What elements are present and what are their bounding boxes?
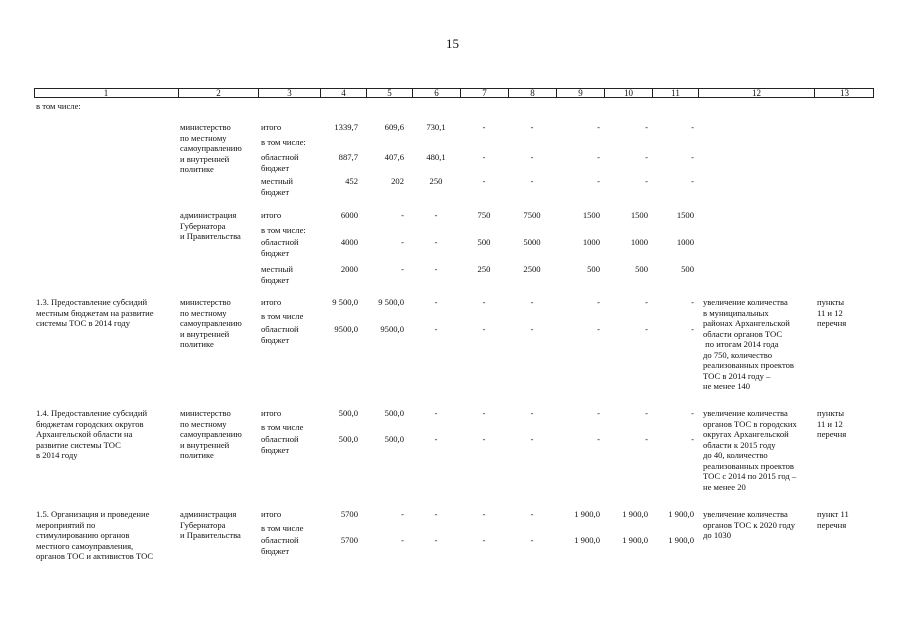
value-cell: - xyxy=(434,535,438,545)
table-header-row xyxy=(34,88,874,98)
value-cell: - xyxy=(691,152,694,162)
value-cell: - xyxy=(482,535,486,545)
value-cell: - xyxy=(401,264,404,274)
value-cell: 1 900,0 xyxy=(668,535,694,545)
value-cell: - xyxy=(530,176,534,186)
value-cell: - xyxy=(645,434,648,444)
executor: министерство по местному самоуправлению и внутренней политике xyxy=(180,122,242,174)
value-cell: 1500 xyxy=(676,210,694,220)
value-cell: - xyxy=(597,176,600,186)
value-cell: - xyxy=(482,152,486,162)
value-cell: 1 900,0 xyxy=(574,535,600,545)
value-cell: - xyxy=(530,434,534,444)
value-cell: - xyxy=(482,408,486,418)
value-cell: 500,0 xyxy=(338,408,358,418)
item-description: 1.5. Организация и проведение мероприятий по стимулированию органов местного самоуправления, органов ТОС и активистов ТОС xyxy=(36,509,154,561)
value-cell: 1000 xyxy=(676,237,694,247)
item-description: 1.3. Предоставление субсидий местным бюджетам на развитие системы ТОС в 2014 году xyxy=(36,297,154,328)
funding-type: в том числе: xyxy=(261,137,306,147)
value-cell: - xyxy=(434,264,438,274)
funding-type: итого xyxy=(261,210,282,220)
value-cell: - xyxy=(691,434,694,444)
executor: министерство по местному самоуправлению и внутренней политике xyxy=(180,408,242,460)
value-cell: - xyxy=(645,324,648,334)
value-cell: - xyxy=(401,210,404,220)
value-cell: 500,0 xyxy=(384,434,404,444)
value-cell: - xyxy=(691,324,694,334)
header-col-7: 7 xyxy=(460,89,508,97)
value-cell: 500 xyxy=(477,237,491,247)
header-col-13: 13 xyxy=(814,89,874,97)
funding-type: местный бюджет xyxy=(261,264,294,285)
value-cell: - xyxy=(434,324,438,334)
value-cell: 1 900,0 xyxy=(574,509,600,519)
value-cell: - xyxy=(530,509,534,519)
page-number: 15 xyxy=(446,36,459,51)
value-cell: - xyxy=(597,152,600,162)
value-cell: - xyxy=(434,297,438,307)
value-cell: - xyxy=(691,297,694,307)
expected-result: увеличение количества органов ТОС в городских округах Архангельской области к 2015 году до 40, количество реализованных проектов ТОС с 2014 по 2015 год – не менее 20 xyxy=(703,408,797,492)
executor: министерство по местному самоуправлению и внутренней политике xyxy=(180,297,242,349)
value-cell: - xyxy=(645,297,648,307)
value-cell: 5700 xyxy=(340,535,358,545)
funding-type: областной бюджет xyxy=(261,535,299,556)
value-cell: 609,6 xyxy=(384,122,404,132)
value-cell: 202 xyxy=(391,176,404,186)
value-cell: - xyxy=(530,535,534,545)
value-cell: - xyxy=(401,535,404,545)
value-cell: - xyxy=(530,152,534,162)
funding-type: в том числе xyxy=(261,311,304,321)
value-cell: 730,1 xyxy=(426,122,446,132)
value-cell: - xyxy=(645,152,648,162)
list-reference: пункты 11 и 12 перечня xyxy=(817,297,847,328)
value-cell: - xyxy=(530,324,534,334)
value-cell: 9 500,0 xyxy=(378,297,404,307)
list-reference: пункт 11 перечня xyxy=(817,509,849,530)
funding-type: областной бюджет xyxy=(261,324,299,345)
value-cell: - xyxy=(482,297,486,307)
section-label: в том числе: xyxy=(36,101,81,111)
header-col-12: 12 xyxy=(698,89,814,97)
funding-type: итого xyxy=(261,408,282,418)
value-cell: - xyxy=(597,324,600,334)
value-cell: - xyxy=(597,122,600,132)
header-col-2: 2 xyxy=(178,89,258,97)
value-cell: - xyxy=(434,210,438,220)
value-cell: - xyxy=(434,237,438,247)
value-cell: - xyxy=(434,509,438,519)
header-col-4: 4 xyxy=(320,89,366,97)
funding-type: областной бюджет xyxy=(261,152,299,173)
value-cell: 500 xyxy=(587,264,600,274)
value-cell: - xyxy=(691,122,694,132)
value-cell: 7500 xyxy=(523,210,541,220)
value-cell: 1000 xyxy=(630,237,648,247)
header-col-8: 8 xyxy=(508,89,556,97)
value-cell: - xyxy=(434,434,438,444)
value-cell: 1500 xyxy=(582,210,600,220)
funding-type: в том числе xyxy=(261,422,304,432)
value-cell: - xyxy=(597,434,600,444)
value-cell: 1 900,0 xyxy=(622,535,648,545)
value-cell: - xyxy=(691,408,694,418)
expected-result: увеличение количества органов ТОС к 2020 году до 1030 xyxy=(703,509,796,540)
value-cell: - xyxy=(530,408,534,418)
value-cell: 1339,7 xyxy=(334,122,358,132)
value-cell: - xyxy=(597,297,600,307)
value-cell: 2000 xyxy=(340,264,358,274)
value-cell: - xyxy=(401,509,404,519)
value-cell: - xyxy=(645,122,648,132)
value-cell: 500 xyxy=(635,264,648,274)
value-cell: - xyxy=(482,324,486,334)
header-col-11: 11 xyxy=(652,89,698,97)
list-reference: пункты 11 и 12 перечня xyxy=(817,408,847,439)
value-cell: 250 xyxy=(477,264,491,274)
funding-type: итого xyxy=(261,122,282,132)
value-cell: - xyxy=(401,237,404,247)
value-cell: 1000 xyxy=(582,237,600,247)
value-cell: - xyxy=(482,122,486,132)
header-col-1: 1 xyxy=(103,88,109,98)
value-cell: 4000 xyxy=(340,237,358,247)
value-cell: 1500 xyxy=(630,210,648,220)
value-cell: - xyxy=(691,176,694,186)
value-cell: 887,7 xyxy=(338,152,358,162)
value-cell: 500,0 xyxy=(338,434,358,444)
funding-type: областной бюджет xyxy=(261,434,299,455)
header-col-5: 5 xyxy=(366,89,412,97)
value-cell: - xyxy=(482,509,486,519)
value-cell: - xyxy=(482,434,486,444)
value-cell: 9 500,0 xyxy=(332,297,358,307)
value-cell: - xyxy=(645,408,648,418)
value-cell: 9500,0 xyxy=(334,324,358,334)
value-cell: 452 xyxy=(345,176,358,186)
header-col-10: 10 xyxy=(604,89,652,97)
value-cell: 1 900,0 xyxy=(622,509,648,519)
funding-type: в том числе: xyxy=(261,225,306,235)
funding-type: местный бюджет xyxy=(261,176,294,197)
value-cell: 480,1 xyxy=(426,152,446,162)
funding-type: итого xyxy=(261,509,282,519)
value-cell: - xyxy=(645,176,648,186)
value-cell: 250 xyxy=(429,176,443,186)
value-cell: - xyxy=(530,297,534,307)
item-description: 1.4. Предоставление субсидий бюджетам городских округов Архангельской области на развитие системы ТОС в 2014 году xyxy=(36,408,148,460)
value-cell: 407,6 xyxy=(384,152,404,162)
value-cell: - xyxy=(597,408,600,418)
value-cell: 6000 xyxy=(340,210,358,220)
funding-type: в том числе xyxy=(261,523,304,533)
executor: администрация Губернатора и Правительства xyxy=(180,509,241,540)
value-cell: - xyxy=(434,408,438,418)
value-cell: 750 xyxy=(477,210,491,220)
value-cell: - xyxy=(530,122,534,132)
funding-type: областной бюджет xyxy=(261,237,299,258)
header-col-6: 6 xyxy=(412,89,460,97)
value-cell: 2500 xyxy=(523,264,541,274)
value-cell: 9500,0 xyxy=(380,324,404,334)
header-col-9: 9 xyxy=(556,89,604,97)
header-col-3: 3 xyxy=(258,89,320,97)
executor: администрация Губернатора и Правительства xyxy=(180,210,241,241)
expected-result: увеличение количества в муниципальных районах Архангельской области органов ТОС по итогам 2014 года до 750, количество реализованных проектов ТОС в 2014 году – не менее 140 xyxy=(703,297,794,391)
funding-type: итого xyxy=(261,297,282,307)
value-cell: 5700 xyxy=(340,509,358,519)
value-cell: 500,0 xyxy=(384,408,404,418)
value-cell: 5000 xyxy=(523,237,541,247)
value-cell: 500 xyxy=(681,264,694,274)
value-cell: - xyxy=(482,176,486,186)
value-cell: 1 900,0 xyxy=(668,509,694,519)
